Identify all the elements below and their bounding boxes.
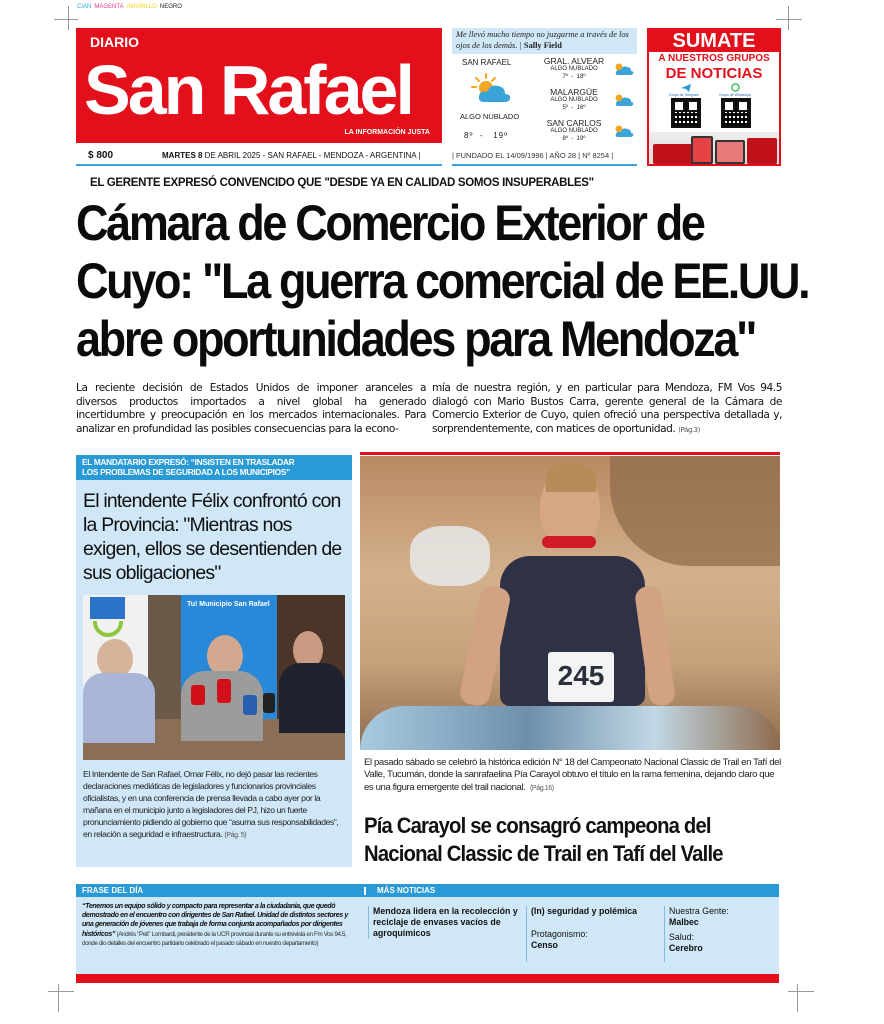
frase-quote: “Tenemos un equipo sólido y compacto para representar a la ciudadanía, que quedó demostrado en el encuentro con dirigentes de San Rafael. Unidad de distintos sectores y una generación de jóvenes que trabaja de forma conjunta acompañados por dirigentes históricos” bbox=[82, 902, 348, 938]
bottom-band bbox=[76, 884, 779, 974]
lead-body-col-2 bbox=[432, 382, 782, 437]
weather-city-max: 16º bbox=[576, 104, 586, 111]
weather-city-temps: 8º - 19º bbox=[562, 135, 586, 142]
telegram-group-label: Grupo de Telegram bbox=[669, 93, 699, 97]
partly-cloudy-icon bbox=[613, 124, 635, 138]
weather-city bbox=[536, 118, 612, 143]
color-label-magenta: MAGENTA bbox=[94, 4, 124, 10]
top-quote-text: Me llevó mucho tiempo no juzgarme a través de los ojos de los demás. bbox=[456, 30, 629, 50]
news-groups-promo[interactable] bbox=[647, 28, 781, 166]
weather-city-name: SAN CARLOS bbox=[546, 118, 602, 128]
weather-city-condition: ALGO NUBLADO bbox=[550, 128, 598, 134]
partly-cloudy-icon bbox=[470, 72, 514, 106]
mayor-story-kicker bbox=[76, 455, 352, 480]
more-news-headline: Mendoza lidera en la recolección y reciclaje de envases vacíos de agroquímicos bbox=[373, 906, 518, 938]
crop-mark bbox=[54, 19, 78, 20]
crop-mark bbox=[797, 984, 798, 1012]
trail-headline-line: Nacional Classic de Trail en Tafí del Valle bbox=[364, 841, 723, 866]
mayor-story-body-text: El Intendente de San Rafael, Omar Félix, no dejó pasar las recientes declaraciones mediáticas de legisladores y funcionarios provinciales oficialistas, y en una conferencia de prensa llevada a cabo ayer por la mañana en el municipio junto a legisladores del PJ, hizo un fuerte pronunciamiento pidiendo al gobierno que “asuma sus responsabilidades”, en relación a seguridad e infraestructura. bbox=[83, 769, 339, 839]
weather-main-min: 8º bbox=[464, 131, 474, 140]
weather-city-min: 8º bbox=[562, 135, 568, 142]
footer-rule bbox=[76, 974, 779, 983]
weather-city-max: 18º bbox=[576, 73, 586, 80]
more-news-item[interactable] bbox=[669, 906, 777, 928]
lead-body-col-1: La reciente decisión de Estados Unidos de imponer aranceles a diversos productos importados a nivel global ha generado incertidumbre y preocupación en los mercados internacionales. Para analizar en profundidad las posibles consecuencias para la econo- bbox=[76, 382, 426, 435]
lead-page-ref[interactable]: (Pág.3) bbox=[678, 425, 700, 434]
trail-page-ref[interactable]: (Pág.16) bbox=[530, 784, 554, 792]
trail-headline-line: Pía Carayol se consagró campeona del bbox=[364, 813, 711, 838]
weather-main-max: 19º bbox=[493, 131, 508, 140]
crop-mark bbox=[788, 6, 789, 30]
frase-del-dia bbox=[82, 902, 360, 948]
kicker-line: LOS PROBLEMAS DE SEGURIDAD A LOS MUNICIPIOS” bbox=[82, 466, 290, 477]
more-news-item[interactable] bbox=[531, 929, 658, 951]
more-news-value: Cerebro bbox=[669, 943, 703, 953]
promo-line-1: A NUESTROS GRUPOS bbox=[658, 53, 770, 64]
color-registration-bar bbox=[77, 4, 185, 11]
weather-city-min: 7º bbox=[562, 73, 568, 80]
weather-city bbox=[536, 56, 612, 81]
weather-widget bbox=[452, 56, 637, 148]
masthead-logo: San Rafael bbox=[84, 51, 412, 129]
mayor-story-headline[interactable]: El intendente Félix confrontó con la Provincia: "Mientras nos exigen, ellos se desentienden de sus obligaciones" bbox=[83, 490, 342, 584]
weather-main-temps: 8º - 19º bbox=[464, 131, 508, 140]
press-conference-photo bbox=[83, 595, 345, 760]
more-news-value: Censo bbox=[531, 940, 558, 950]
issue-date bbox=[162, 149, 420, 163]
lead-headline-line: abre oportunidades para Mendoza" bbox=[76, 311, 756, 367]
whatsapp-group-label: Grupo de WhatsApp bbox=[719, 93, 751, 97]
lead-headline[interactable] bbox=[76, 194, 809, 368]
more-news-value: Malbec bbox=[669, 917, 699, 927]
crop-mark bbox=[68, 6, 69, 30]
trail-photo-caption bbox=[364, 757, 782, 795]
top-quote-author: Sally Field bbox=[523, 40, 562, 50]
promo-line-2: DE NOTICIAS bbox=[665, 65, 763, 82]
whatsapp-qr-code[interactable] bbox=[721, 98, 751, 128]
color-label-cyan: CIAN bbox=[77, 4, 92, 10]
crop-mark bbox=[48, 991, 74, 992]
more-news-headline: (In) seguridad y polémica bbox=[531, 906, 638, 916]
mayor-story bbox=[76, 455, 352, 867]
color-label-black: NEGRO bbox=[159, 4, 182, 10]
weather-city-temps: 5º - 16º bbox=[562, 104, 586, 111]
founded-info: | FUNDADO EL 14/09/1996 | AÑO 28 | Nº 8254 | bbox=[452, 150, 637, 166]
divider-tick bbox=[364, 887, 366, 895]
masthead-tagline: LA INFORMACIÓN JUSTA bbox=[344, 129, 430, 136]
kicker-line: EL MANDATARIO EXPRESÓ: “INSISTEN EN TRASLADAR bbox=[82, 457, 295, 467]
weather-city-name: MALARGÜE bbox=[550, 87, 598, 97]
more-news-column bbox=[526, 906, 658, 962]
partly-cloudy-icon bbox=[613, 62, 635, 76]
mayor-story-page-ref[interactable]: (Pág. 5) bbox=[224, 832, 247, 839]
color-label-yellow: AMARILLO bbox=[126, 4, 157, 10]
lead-body-text: mía de nuestra región, y en particular para Mendoza, FM Vos 94.5 dialogó con Mario Bustos Carra, gerente general de la Cámara de Comercio Exterior de Cuyo, quien ofreció una perspectiva detallada y, sorprendentemente, con matices de oportunidad. bbox=[432, 382, 782, 435]
weather-city-condition: ALGO NUBLADO bbox=[550, 97, 598, 103]
weather-city-temps: 7º - 18º bbox=[562, 73, 586, 80]
more-news-column bbox=[664, 906, 777, 962]
race-bib-number: 245 bbox=[557, 660, 605, 691]
masthead-prefix: DIARIO bbox=[90, 34, 139, 50]
weather-city-min: 5º bbox=[562, 104, 568, 111]
photo-banner-text: Tu! Municipio San Rafael bbox=[187, 601, 270, 608]
more-news-label: Protagonismo: bbox=[531, 929, 588, 939]
trail-runner-photo bbox=[360, 456, 780, 750]
issue-date-day: MARTES 8 bbox=[162, 151, 203, 160]
more-news-item[interactable] bbox=[669, 932, 777, 954]
crop-mark bbox=[788, 991, 814, 992]
weather-city bbox=[536, 87, 612, 112]
weather-main-city: SAN RAFAEL bbox=[462, 58, 512, 67]
trail-caption-text: El pasado sábado se celebró la histórica edición N° 18 del Campeonato Nacional Classic de Trail en Tafí del Valle, Tucumán, donde la sanrafaelina Pía Carayol obtuvo el título en la rama femenina, dejando claro que es una figura emergente del trail nacional. bbox=[364, 757, 781, 793]
weather-main-condition: ALGO NUBLADO bbox=[460, 112, 520, 121]
whatsapp-icon bbox=[731, 83, 740, 92]
telegram-qr-code[interactable] bbox=[671, 98, 701, 128]
frase-attribution: (Andrés "Peti" Lombardi, presidente de la UCR provincial durante su entrevista en Fm Vos 94.5, donde dio detalles del encuentro partidario celebrado el pasado sábado en nuestro departamento) bbox=[82, 930, 347, 947]
devices-illustration bbox=[649, 132, 779, 164]
lead-headline-line: Cámara de Comercio Exterior de bbox=[76, 195, 704, 251]
masthead bbox=[76, 28, 442, 143]
promo-title: SUMATE bbox=[649, 30, 779, 52]
issue-price: $ 800 bbox=[88, 150, 114, 161]
mas-noticias-label: MÁS NOTICIAS bbox=[377, 886, 436, 895]
issue-date-rest: DE ABRIL 2025 - SAN RAFAEL - MENDOZA - ARGENTINA | bbox=[202, 151, 421, 160]
crop-mark bbox=[58, 984, 59, 1012]
section-divider bbox=[360, 452, 780, 455]
lead-headline-line: Cuyo: "La guerra comercial de EE.UU. bbox=[76, 253, 809, 309]
issue-info-bar bbox=[76, 148, 442, 166]
telegram-icon bbox=[681, 84, 691, 92]
more-news-label: Salud: bbox=[669, 932, 694, 942]
crop-mark bbox=[776, 19, 802, 20]
weather-city-max: 19º bbox=[576, 135, 586, 142]
more-news-item[interactable] bbox=[531, 906, 658, 917]
more-news-item[interactable] bbox=[368, 906, 518, 939]
trail-headline[interactable] bbox=[364, 812, 778, 868]
lead-kicker: EL GERENTE EXPRESÓ CONVENCIDO QUE "DESDE YA EN CALIDAD SOMOS INSUPERABLES" bbox=[90, 177, 594, 189]
top-quote: Me llevó mucho tiempo no juzgarme a través de los ojos de los demás. | Sally Field bbox=[452, 28, 637, 54]
partly-cloudy-icon bbox=[613, 93, 635, 107]
weather-city-name: GRAL. ALVEAR bbox=[543, 56, 605, 66]
frase-del-dia-label: FRASE DEL DÍA bbox=[82, 886, 144, 895]
more-news-label: Nuestra Gente: bbox=[669, 906, 729, 916]
mayor-story-body bbox=[83, 768, 347, 842]
weather-city-condition: ALGO NUBLADO bbox=[550, 66, 598, 72]
